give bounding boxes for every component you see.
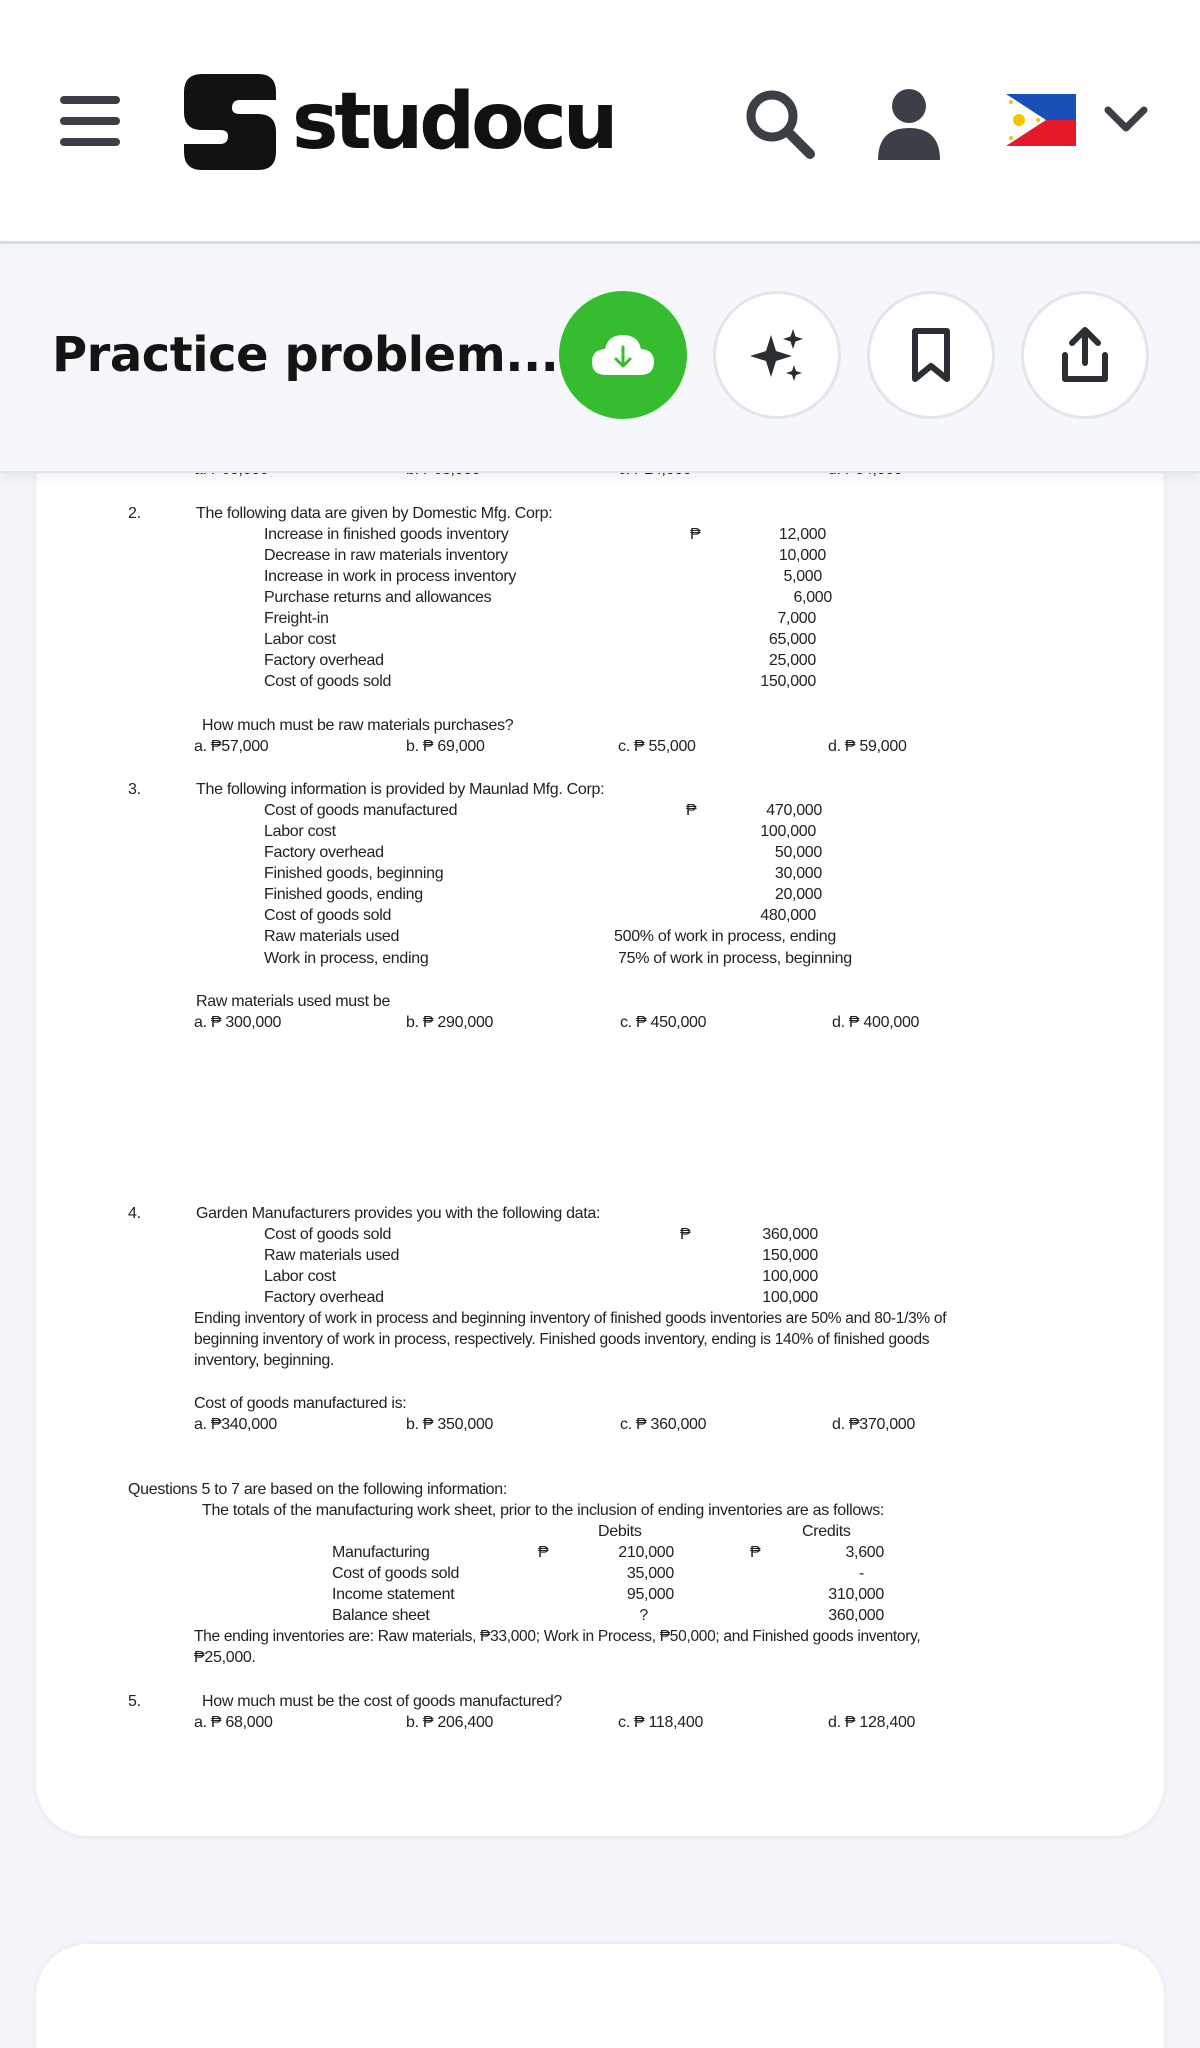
- worksheet-debit: ?: [639, 1607, 648, 1624]
- q4-choice-c: c. ₱ 360,000: [620, 1416, 707, 1433]
- ending-inventories-line: The ending inventories are: Raw materials, ₱33,000; Work in Process, ₱50,000; and Finished goods inventory,: [194, 1628, 921, 1645]
- worksheet-debit: 95,000: [626, 1586, 674, 1603]
- cloud-download-icon: [590, 331, 656, 379]
- ai-assistant-button[interactable]: [713, 291, 841, 419]
- q2-currency: ₱: [690, 526, 701, 543]
- q5-number: 5.: [128, 1693, 141, 1710]
- worksheet-col-debits: Debits: [598, 1523, 642, 1540]
- q3-currency: ₱: [686, 802, 697, 819]
- q5-choice-b: b. ₱ 206,400: [406, 1714, 494, 1731]
- worksheet-currency: ₱: [750, 1544, 761, 1561]
- q4-paragraph-line: inventory, beginning.: [194, 1352, 335, 1369]
- q4-row-value: 100,000: [762, 1268, 818, 1285]
- q3-choice-c: c. ₱ 450,000: [620, 1014, 707, 1031]
- q2-row-label: Factory overhead: [264, 652, 384, 669]
- q2-row-label: Cost of goods sold: [264, 673, 392, 690]
- q3-row-label: Cost of goods manufactured: [264, 802, 458, 819]
- q2-row-value: 12,000: [778, 526, 826, 543]
- q2-intro: The following data are given by Domestic Mfg. Corp:: [196, 505, 553, 522]
- q2-choice-c: c. ₱ 55,000: [618, 738, 696, 755]
- q2-row-label: Decrease in raw materials inventory: [264, 547, 508, 564]
- worksheet-row-label: Cost of goods sold: [332, 1565, 460, 1582]
- q2-choice-b: b. ₱ 69,000: [406, 738, 485, 755]
- q3-row-value: 20,000: [774, 886, 822, 903]
- q4-row-label: Factory overhead: [264, 1289, 384, 1306]
- worksheet-debit: 210,000: [618, 1544, 674, 1561]
- q3-choice-a: a. ₱ 300,000: [194, 1014, 282, 1031]
- q3-row-label: Finished goods, beginning: [264, 865, 444, 882]
- q3-intro: The following information is provided by Maunlad Mfg. Corp:: [196, 781, 605, 798]
- philippines-flag-icon[interactable]: [1006, 94, 1076, 146]
- q3-row-value: 30,000: [774, 865, 822, 882]
- q5-7-intro: The totals of the manufacturing work sheet, prior to the inclusion of ending inventories are as follows:: [202, 1502, 885, 1519]
- chevron-down-icon[interactable]: [1102, 100, 1150, 140]
- q3-row-value: 100,000: [760, 823, 816, 840]
- q3-question: Raw materials used must be: [196, 993, 391, 1010]
- q3-row-value: 470,000: [766, 802, 822, 819]
- q3-ratio-value: 500% of work in process, ending: [614, 928, 836, 945]
- bookmark-button[interactable]: [867, 291, 995, 419]
- q4-currency: ₱: [680, 1226, 691, 1243]
- studocu-logo-mark: [180, 70, 280, 174]
- q3-number: 3.: [128, 781, 141, 798]
- q4-paragraph-line: beginning inventory of work in process, respectively. Finished goods inventory, ending is 140% of finished goods: [194, 1331, 930, 1348]
- q3-row-value: 480,000: [760, 907, 816, 924]
- q2-row-value: 10,000: [778, 547, 826, 564]
- q4-choice-a: a. ₱340,000: [194, 1416, 277, 1433]
- sparkle-icon: [747, 325, 807, 385]
- user-icon[interactable]: [874, 86, 944, 162]
- q2-row-value: 25,000: [768, 652, 816, 669]
- q2-row-value: 150,000: [760, 673, 816, 690]
- worksheet-row-label: Balance sheet: [332, 1607, 430, 1624]
- worksheet-credit: 310,000: [828, 1586, 884, 1603]
- q2-choice-d: d. ₱ 59,000: [828, 738, 907, 755]
- q2-question: How much must be raw materials purchases?: [202, 717, 514, 734]
- q4-choice-b: b. ₱ 350,000: [406, 1416, 494, 1433]
- ending-inventories-line: ₱25,000.: [194, 1649, 256, 1666]
- q2-row-label: Increase in finished goods inventory: [264, 526, 509, 543]
- logo-text: studocu: [292, 77, 615, 167]
- q2-row-value: 65,000: [768, 631, 816, 648]
- q5-choice-d: d. ₱ 128,400: [828, 1714, 916, 1731]
- q4-row-value: 100,000: [762, 1289, 818, 1306]
- q3-choice-b: b. ₱ 290,000: [406, 1014, 494, 1031]
- document-title[interactable]: Practice problem...: [52, 327, 559, 383]
- q4-number: 4.: [128, 1205, 141, 1222]
- q3-row-label: Labor cost: [264, 823, 336, 840]
- q3-ratio-label: Work in process, ending: [264, 950, 429, 967]
- q3-row-label: Factory overhead: [264, 844, 384, 861]
- document-next-page: [36, 1944, 1164, 2048]
- q2-row-value: 6,000: [793, 589, 832, 606]
- share-icon: [1057, 325, 1113, 385]
- worksheet-row-label: Income statement: [332, 1586, 455, 1603]
- q4-question: Cost of goods manufactured is:: [194, 1395, 407, 1412]
- q3-ratio-label: Raw materials used: [264, 928, 400, 945]
- q4-paragraph-line: Ending inventory of work in process and beginning inventory of finished goods inventories are 50% and 80-1/3% of: [194, 1310, 947, 1327]
- worksheet-credit: 3,600: [845, 1544, 884, 1561]
- worksheet-debit: 35,000: [626, 1565, 674, 1582]
- q2-row-value: 5,000: [783, 568, 822, 585]
- q4-row-label: Cost of goods sold: [264, 1226, 392, 1243]
- q5-7-heading: Questions 5 to 7 are based on the following information:: [128, 1481, 507, 1498]
- q2-row-value: 7,000: [777, 610, 816, 627]
- worksheet-row-label: Manufacturing: [332, 1544, 430, 1561]
- q2-row-label: Labor cost: [264, 631, 336, 648]
- bookmark-icon: [908, 326, 954, 384]
- q4-row-value: 150,000: [762, 1247, 818, 1264]
- q4-row-label: Raw materials used: [264, 1247, 400, 1264]
- q3-ratio-value: 75% of work in process, beginning: [618, 950, 852, 967]
- top-navigation: [0, 0, 1200, 244]
- worksheet-currency: ₱: [538, 1544, 549, 1561]
- search-icon[interactable]: [742, 86, 818, 162]
- q3-row-label: Cost of goods sold: [264, 907, 392, 924]
- worksheet-col-credits: Credits: [802, 1523, 851, 1540]
- q2-row-label: Increase in work in process inventory: [264, 568, 517, 585]
- q2-number: 2.: [128, 505, 141, 522]
- hamburger-menu-icon[interactable]: [60, 96, 120, 148]
- download-button[interactable]: [559, 291, 687, 419]
- q4-row-value: 360,000: [762, 1226, 818, 1243]
- q3-choice-d: d. ₱ 400,000: [832, 1014, 920, 1031]
- q3-row-label: Finished goods, ending: [264, 886, 423, 903]
- studocu-logo[interactable]: [180, 70, 614, 174]
- share-button[interactable]: [1021, 291, 1149, 419]
- q5-choice-c: c. ₱ 118,400: [618, 1714, 704, 1731]
- q2-row-label: Purchase returns and allowances: [264, 589, 492, 606]
- q2-choice-a: a. ₱57,000: [194, 738, 269, 755]
- q4-choice-d: d. ₱370,000: [832, 1416, 915, 1433]
- worksheet-credit: 360,000: [828, 1607, 884, 1624]
- q4-row-label: Labor cost: [264, 1268, 336, 1285]
- document-header: [0, 247, 1200, 473]
- document-page: [36, 440, 1164, 1836]
- q5-choice-a: a. ₱ 68,000: [194, 1714, 273, 1731]
- q3-row-value: 50,000: [774, 844, 822, 861]
- q5-question: How much must be the cost of goods manufactured?: [202, 1693, 563, 1710]
- q2-row-label: Freight-in: [264, 610, 329, 627]
- worksheet-credit: -: [858, 1565, 864, 1582]
- q4-intro: Garden Manufacturers provides you with the following data:: [196, 1205, 601, 1222]
